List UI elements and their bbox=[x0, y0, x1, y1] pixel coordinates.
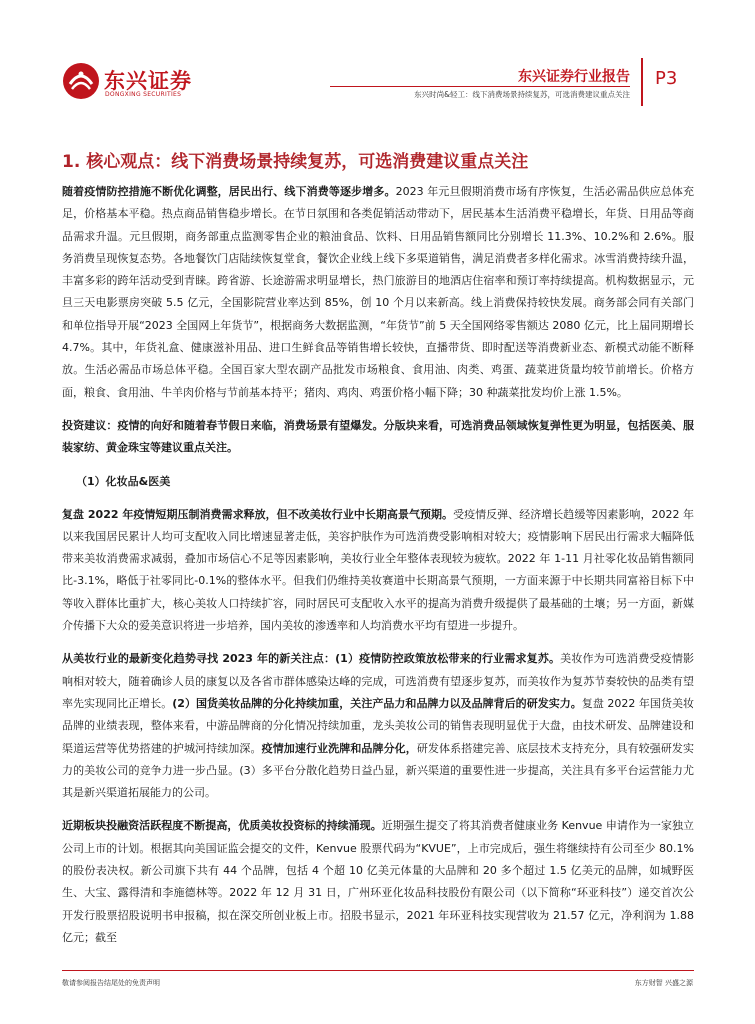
trend-lead: 从美妆行业的最新变化趋势寻找 2023 年的新关注点：(1）疫情防控政策放松带来的行业需求复苏。 bbox=[62, 652, 561, 666]
paragraph-market-recovery bbox=[62, 181, 694, 404]
paragraph-2022-review bbox=[62, 504, 694, 638]
logo-text-cn: 东兴证券 bbox=[104, 69, 192, 93]
header-vertical-bar bbox=[641, 58, 643, 106]
trend-body-1: 美妆作为可选消费受疫情影响相对较大，随着确诊人员的康复以及各省市群体感染达峰的完成，可选消费有望逐步复苏，而美妆作为复苏节奏较快的品类有望率先实现同比正增长。 bbox=[62, 652, 694, 710]
paragraph-lead: 投资建议： bbox=[62, 418, 118, 432]
disclaimer-note: 敬请参阅报告结尾处的免责声明 bbox=[62, 979, 160, 987]
report-subtitle: 东兴时尚&轻工：线下消费场景持续复苏，可选消费建议重点关注 bbox=[414, 90, 630, 99]
trend-point-3: 疫情加速行业洗牌和品牌分化， bbox=[261, 741, 417, 755]
trend-body-3: 研发体系搭建完善、底层技术支持充分，具有较强研发实力的美妆公司的竞争力进一步凸显。(3）多平台分散化趋势日益凸显，新兴渠道的重要性进一步提高，关注具有多平台运营能力尤其是新兴渠道拓展能力的公司。 bbox=[62, 741, 695, 800]
subsection-heading: （1）化妆品&医美 bbox=[76, 474, 171, 488]
report-type: 东兴证券行业报告 bbox=[518, 69, 630, 85]
paragraph-body: 近期强生提交了将其消费者健康业务 Kenvue 申请作为一家独立公司上市的计划。根据其向美国证监会提交的文件，Kenvue 股票代码为“KVUE”，上市完成后，强生将继续持有公司至少 80.1%的股份表决权。新公司旗下共有 44 个品牌，包括 4 个超 10 亿美元体量的大品牌和 20 多个超过 1.5 亿美元的品牌，如城野医生、大宝、露得清和李施德林等。2022 年 12 月 31 日，广州环亚化妆品科技股份有限公司（以下简称“环亚科技”）递交首次公开发行股票招股说明书申报稿，拟在深交所创业板上市。招股书显示，2021 年环亚科技实现营收为 21.57 亿元，净利润为 1.88 亿元；截至 bbox=[62, 819, 695, 944]
paragraph-lead: 近期板块投融资活跃程度不断提高，优质美妆投资标的持续涌现。 bbox=[62, 819, 382, 833]
trend-point-2: (2）国货美妆品牌的分化持续加重，关注产品力和品牌力以及品牌背后的研发实力。 bbox=[172, 696, 582, 710]
logo-text-en: DONGXING SECURITIES bbox=[105, 91, 182, 98]
main-content bbox=[62, 181, 694, 949]
page-header bbox=[0, 0, 755, 118]
paragraph-body: 受疫情反弹、经济增长趋缓等因素影响，2022 年以来我国居民累计人均可支配收入同比增速显著走低，美容护肤作为可选消费受影响相对较大；疫情影响下居民出行需求大幅降低带来美妆消费需求减弱，叠加市场信心不足等因素影响，美妆行业全年整体表现较为疲软。2022 年 1-11 月社零化妆品销售额同比-3.1%，略低于社零同比-0.1%的整体水平。但我们仍维持美妆赛道中长期高景气预期，一方面来源于中长期共同富裕目标下中等收入群体比重扩大，核心美妆人口持续扩容，同时居民可支配收入水平的提高为消费升级提供了最基础的土壤；另一方面，新媒介传播下大众的爱美意识将进一步培养，国内美妆的渗透率和人均消费水平均有望进一步提升。 bbox=[62, 507, 694, 633]
section-title: 1. 核心观点：线下消费场景持续复苏，可选消费建议重点关注 bbox=[62, 152, 529, 172]
paragraph-body: 疫情的向好和随着春节假日来临，消费场景有望爆发。分版块来看，可选消费品领域恢复弹性更为明显，包括医美、服装家纺、黄金珠宝等建议重点关注。 bbox=[62, 418, 695, 455]
footer-divider bbox=[62, 970, 694, 971]
company-logo bbox=[62, 62, 194, 102]
page-number: P3 bbox=[655, 68, 678, 89]
paragraph-2023-trends bbox=[62, 648, 694, 804]
paragraph-lead: 复盘 2022 年疫情短期压制消费需求释放，但不改美妆行业中长期高景气预期。 bbox=[62, 507, 454, 521]
header-divider bbox=[330, 86, 630, 87]
paragraph-body: 2023 年元旦假期消费市场有序恢复，生活必需品供应总体充足，价格基本平稳。热点商品销售稳步增长。在节日氛围和各类促销活动带动下，居民基本生活消费平稳增长，年货、日用品等商品需求升温。元旦假期，商务部重点监测零售企业的粮油食品、饮料、日用品销售额同比分别增长 11.3%、10.2%和 2.6%。服务消费呈现恢复态势。各地餐饮门店陆续恢复堂食，餐饮企业线上线下多渠道销售，满足消费者多样化需求。冰雪消费持续升温，丰富多彩的跨年活动受到青睐。跨省游、长途游需求明显增长，热门旅游目的地酒店住宿率和预订率持续提高。机构数据显示，元旦三天电影票房突破 5.5 亿元，全国影院营业率达到 85%，创 10 个月以来新高。线上消费保持较快发展。商务部会同有关部门和单位指导开展“2023 全国网上年货节”，根据商务大数据监测，“年货节”前 5 天全国网络零售额达 2080 亿元，比上届同期增长 4.7%。其中，年货礼盒、健康滋补用品、进口生鲜食品等销售增长较快，直播带货、即时配送等消费新业态、新模式动能不断释放。生活必需品市场总体平稳。全国百家大型农副产品批发市场粮食、食用油、肉类、鸡蛋、蔬菜进货量均较节前增长。价格方面，粮食、食用油、牛羊肉价格与节前基本持平；猪肉、鸡肉、鸡蛋价格小幅下降；30 种蔬菜批发均价上涨 1.5%。 bbox=[62, 185, 694, 399]
trend-body-2: 复盘 2022 年国货美妆品牌的业绩表现，整体来看，中游品牌商的分化情况持续加重，龙头美妆公司的销售表现明显优于大盘，由技术研发、品牌建设和渠道运营等优势搭建的护城河持续加深。 bbox=[62, 696, 694, 755]
paragraph-investment-activity bbox=[62, 815, 694, 949]
footer-slogan: 东方财智 兴盛之源 bbox=[634, 979, 693, 987]
paragraph-investment-advice bbox=[62, 415, 694, 460]
paragraph-lead: 随着疫情防控措施不断优化调整，居民出行、线下消费等逐步增多。 bbox=[62, 185, 396, 198]
logo-mark-icon bbox=[62, 62, 100, 100]
